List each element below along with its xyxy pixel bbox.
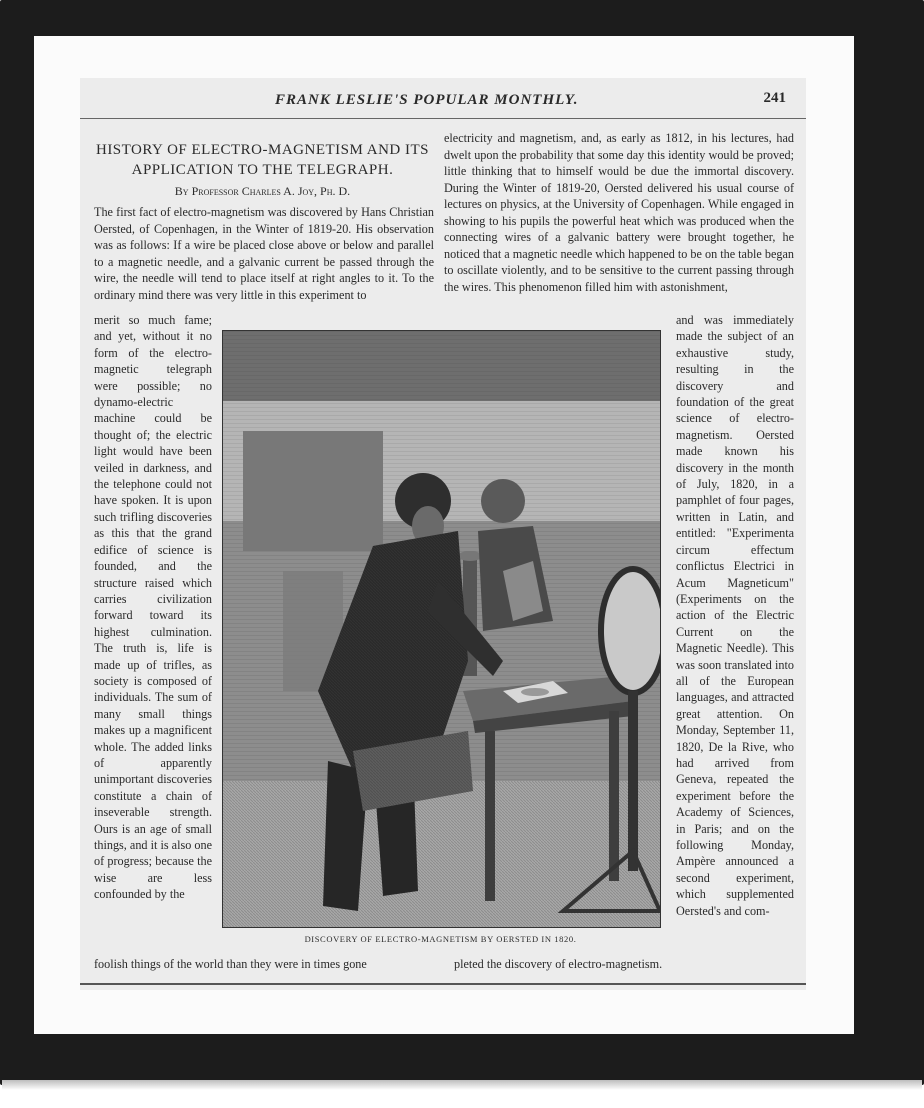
paragraph: and was immediately made the subject of an exhaustive study, resulting in the discovery and foundation of the great science of electro-magnetism. Oersted made known his discovery in the month of July, 1820, in a pamphlet of four pages, written in Latin, and entitled: "Experimenta circum effectum conflictus Electrici in Acum Magneticum" (Experiments on the action of the Electric Current on the Magnetic Needle). This was soon translated into all of the European languages, and attracted great attention. On Monday, September 11, 1820, De la Rive, who had arrived from Geneva, repeated the experiment before the Academy of Sciences, in Paris; and on the following Monday, Ampère announced a second experiment, which supplemented Oersted's and com- [676, 313, 794, 918]
column-1-top [94, 204, 434, 303]
paragraph: The first fact of electro-magnetism was discovered by Hans Christian Oersted, of Copenhagen, in the Winter of 1819-20. His observation was as follows: If a wire be placed close above or below and parallel to a magnetic needle, and a galvanic current be passed through the wire, the needle will tend to place itself at right angles to it. To the ordinary mind there was very little in this experiment to [94, 205, 434, 302]
bottom-rule [80, 983, 806, 985]
paragraph: merit so much fame; and yet, without it no form of the electro-magnetic telegraph were possible; no dynamo-electric machine could be thought of; the electric light would have been veiled in darkness, and the telephone could not have spoken. It is upon such trifling discoveries as this that the grand edifice of science is founded, and the structure raised which carries civilization forward toward its highest culmination. The truth is, life is made up of trifles, as society is composed of individuals. The sum of many small things makes up a magnificent whole. The added links of apparently unimportant discoveries constitute a chain of inseverable strength. Ours is an age of small things, and it is also one of progress; because the wise are less confounded by the [94, 313, 212, 902]
column-2-side [676, 312, 794, 952]
column-1-side [94, 312, 212, 952]
paragraph: pleted the discovery of electro-magnetism. [454, 957, 663, 971]
paragraph: electricity and magnetism, and, as early as 1812, in his lectures, had dwelt upon the probability that some day this identity would be proved; little thinking that to himself would be due the immortal discovery. During the Winter of 1819-20, Oersted delivered his usual course of lectures on physics, at the University of Copenhagen. While engaged in showing to his pupils the powerful heat which was produced when the connecting wires of a galvanic battery were brought together, he noticed that a magnetic needle which happened to be on the table began to oscillate violently, and to be sensitive to the current passing through the wires. This phenomenon filled him with astonishment, [444, 131, 794, 294]
column-1-bottom [94, 956, 439, 973]
page-header [80, 78, 806, 119]
article-title [90, 140, 435, 180]
column-2-bottom [454, 956, 794, 973]
article-title-line-2: APPLICATION TO THE TELEGRAPH. [131, 162, 394, 178]
journal-title: FRANK LESLIE'S POPULAR MONTHLY. [275, 92, 579, 108]
illustration-caption: DISCOVERY OF ELECTRO-MAGNETISM BY OERSTED IN 1820. [304, 934, 577, 944]
page-number: 241 [763, 90, 786, 106]
byline: By Professor Charles A. Joy, Ph. D. [174, 184, 351, 198]
engraving-image [223, 331, 660, 927]
paragraph: foolish things of the world than they were in times gone [94, 957, 367, 971]
column-2-top [444, 130, 794, 295]
magazine-page [80, 78, 806, 990]
engraving-illustration [222, 330, 661, 928]
frame-shadow [2, 1080, 922, 1090]
article-title-line-1: HISTORY OF ELECTRO-MAGNETISM AND ITS [95, 142, 429, 158]
